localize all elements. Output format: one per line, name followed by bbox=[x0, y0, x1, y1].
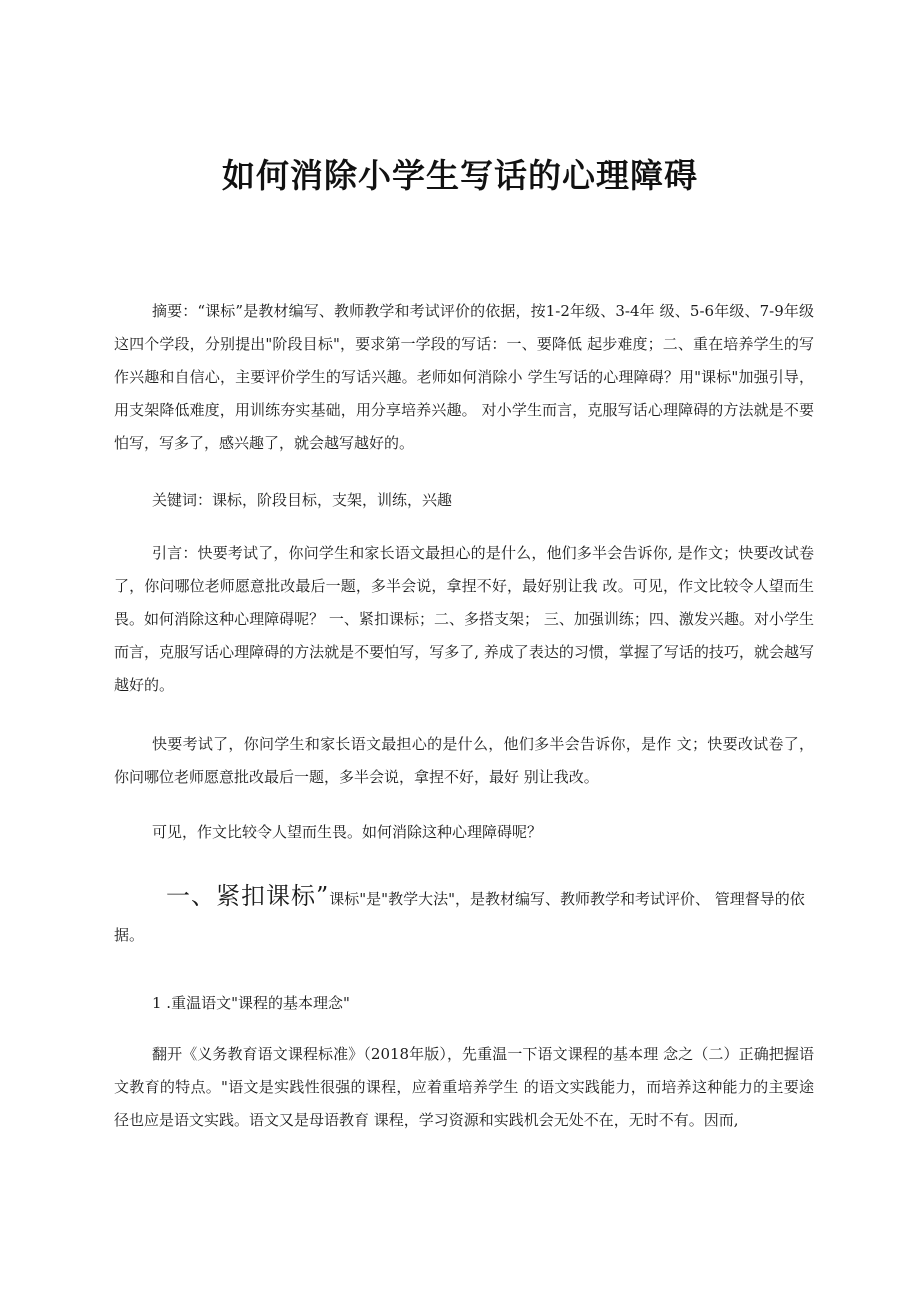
intro-paragraph: 引言：快要考试了，你问学生和家长语文最担心的是什么，他们多半会告诉你, 是作文；快要改试卷了，你问哪位老师愿意批改最后一题，多半会说，拿捏不好，最好别让我 改。可见，作文比较令人望而生畏。如何消除这种心理障碍呢？ 一、紧扣课标；二、多搭支架； 三、加强训练；四、激发兴趣。对小学生而言，克服写话心理障碍的方法就是不要怕写，写多了, 养成了表达的习惯，掌握了写话的技巧，就会越写越好的。 bbox=[114, 544, 814, 694]
keywords-line: 关键词：课标，阶段目标，支架，训练，兴趣 bbox=[152, 491, 453, 509]
section-1 bbox=[114, 878, 814, 953]
section-1-heading: 一、紧扣课标” bbox=[166, 882, 330, 910]
body-paragraph-2: 可见，作文比较令人望而生畏。如何消除这种心理障碍呢？ bbox=[152, 823, 543, 841]
body-paragraph-3: 翻开《义务教育语文课程标准》（2018年版），先重温一下语文课程的基本理 念之（二）正确把握语文教育的特点。"语文是实践性很强的课程，应着重培养学生 的语文实践能力，而培养这种能力的主要途径也应是语文实践。语文又是母语教育 课程，学习资源和实践机会无处不在，无时不有。因而, bbox=[114, 1045, 814, 1129]
subheading-1: 1 .重温语文"课程的基本理念" bbox=[152, 994, 350, 1012]
body-paragraph-1: 快要考试了，你问学生和家长语文最担心的是什么，他们多半会告诉你，是作 文；快要改试卷了，你问哪位老师愿意批改最后一题，多半会说，拿捏不好，最好 别让我改。 bbox=[114, 735, 814, 786]
section-1-text: 课标"是"教学大法"，是教材编写、教师教学和考试评价、 管理督导的依据。 bbox=[114, 890, 805, 944]
document-title: 如何消除小学生写话的心理障碍 bbox=[222, 156, 698, 195]
abstract-paragraph: 摘要：“课标”是教材编写、教师教学和考试评价的依据，按1-2年级、3-4年 级、5-6年级、7-9年级这四个学段，分别提出"阶段目标"，要求第一学段的写话：一、要降低 起步难度；二、重在培养学生的写作兴趣和自信心，主要评价学生的写话兴趣。老师如何消除小 学生写话的心理障碍？用"课标"加强引导，用支架降低难度，用训练夯实基础，用分享培养兴趣。 对小学生而言，克服写话心理障碍的方法就是不要怕写，写多了，感兴趣了，就会越写越好的。 bbox=[114, 302, 814, 452]
